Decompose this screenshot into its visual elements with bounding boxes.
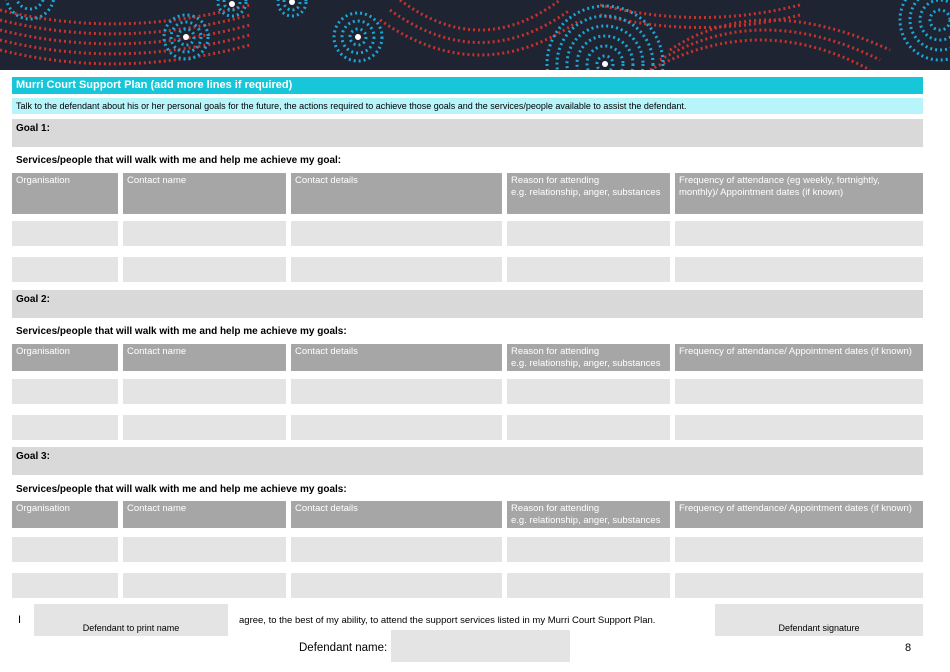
g2-r1-frequency-field[interactable] xyxy=(675,379,923,404)
g2-r2-reason-field[interactable] xyxy=(507,415,670,440)
g3-r2-organisation-field[interactable] xyxy=(12,573,118,598)
defendant-print-name-field[interactable] xyxy=(34,604,228,636)
banner-artwork xyxy=(0,0,950,70)
goal-1-services-label: Services/people that will walk with me and help me achieve my goal: xyxy=(16,155,342,166)
goal-2-services-label: Services/people that will walk with me and help me achieve my goals: xyxy=(16,326,347,337)
g1-r1-contact-details-field[interactable] xyxy=(291,221,502,246)
g2-r1-organisation-field[interactable] xyxy=(12,379,118,404)
g2-r2-contact-details-field[interactable] xyxy=(291,415,502,440)
header-organisation: Organisation xyxy=(12,173,118,214)
g2-r1-contact-name-field[interactable] xyxy=(123,379,286,404)
g2-r2-contact-name-field[interactable] xyxy=(123,415,286,440)
g3-r1-contact-name-field[interactable] xyxy=(123,537,286,562)
header-reason: Reason for attending e.g. relationship, anger, substances xyxy=(507,173,670,214)
g2-r2-frequency-field[interactable] xyxy=(675,415,923,440)
header-contact-details: Contact details xyxy=(291,501,502,528)
defendant-signature-field[interactable] xyxy=(715,604,923,636)
header-contact-name: Contact name xyxy=(123,173,286,214)
g3-r1-contact-details-field[interactable] xyxy=(291,537,502,562)
g3-r2-reason-field[interactable] xyxy=(507,573,670,598)
g2-r1-reason-field[interactable] xyxy=(507,379,670,404)
g3-r2-contact-details-field[interactable] xyxy=(291,573,502,598)
header-contact-details: Contact details xyxy=(291,173,502,214)
signature-label: Defendant signature xyxy=(778,623,860,633)
goal-1-label: Goal 1: xyxy=(16,123,50,134)
header-frequency: Frequency of attendance/ Appointment dates (if known) xyxy=(675,501,923,528)
g2-r1-contact-details-field[interactable] xyxy=(291,379,502,404)
goal-2-field[interactable] xyxy=(12,290,923,318)
defendant-name-field[interactable] xyxy=(391,630,570,662)
goal-2-label: Goal 2: xyxy=(16,294,50,305)
header-frequency: Frequency of attendance (eg weekly, fortnightly, monthly)/ Appointment dates (if known) xyxy=(675,173,923,214)
header-contact-name: Contact name xyxy=(123,501,286,528)
consent-agreement-text: agree, to the best of my ability, to attend the support services listed in my Murri Court Support Plan. xyxy=(239,615,656,626)
print-name-label: Defendant to print name xyxy=(82,623,180,633)
g1-r1-contact-name-field[interactable] xyxy=(123,221,286,246)
g3-r1-organisation-field[interactable] xyxy=(12,537,118,562)
goal-3-field[interactable] xyxy=(12,447,923,475)
g3-r1-frequency-field[interactable] xyxy=(675,537,923,562)
g3-r2-contact-name-field[interactable] xyxy=(123,573,286,598)
g1-r2-organisation-field[interactable] xyxy=(12,257,118,282)
consent-prefix: I xyxy=(18,614,22,626)
defendant-name-label: Defendant name: xyxy=(299,642,388,654)
g2-r2-organisation-field[interactable] xyxy=(12,415,118,440)
g1-r1-reason-field[interactable] xyxy=(507,221,670,246)
g1-r1-frequency-field[interactable] xyxy=(675,221,923,246)
dot-painting-image xyxy=(0,0,950,70)
g1-r1-organisation-field[interactable] xyxy=(12,221,118,246)
goal-3-services-label: Services/people that will walk with me and help me achieve my goals: xyxy=(16,484,347,495)
header-organisation: Organisation xyxy=(12,344,118,371)
g3-r2-frequency-field[interactable] xyxy=(675,573,923,598)
plan-title: Murri Court Support Plan (add more lines if required) xyxy=(12,77,923,94)
header-organisation: Organisation xyxy=(12,501,118,528)
g1-r2-contact-details-field[interactable] xyxy=(291,257,502,282)
header-contact-details: Contact details xyxy=(291,344,502,371)
goal-3-label: Goal 3: xyxy=(16,451,50,462)
header-contact-name: Contact name xyxy=(123,344,286,371)
header-frequency: Frequency of attendance/ Appointment dates (if known) xyxy=(675,344,923,371)
g1-r2-frequency-field[interactable] xyxy=(675,257,923,282)
g1-r2-contact-name-field[interactable] xyxy=(123,257,286,282)
plan-intro: Talk to the defendant about his or her personal goals for the future, the actions required to achieve those goals and the services/people available to assist the defendant. xyxy=(12,98,923,114)
g1-r2-reason-field[interactable] xyxy=(507,257,670,282)
page-number: 8 xyxy=(905,642,912,654)
header-reason: Reason for attending e.g. relationship, anger, substances xyxy=(507,344,670,371)
header-reason: Reason for attending e.g. relationship, anger, substances xyxy=(507,501,670,528)
g3-r1-reason-field[interactable] xyxy=(507,537,670,562)
goal-1-field[interactable] xyxy=(12,119,923,147)
